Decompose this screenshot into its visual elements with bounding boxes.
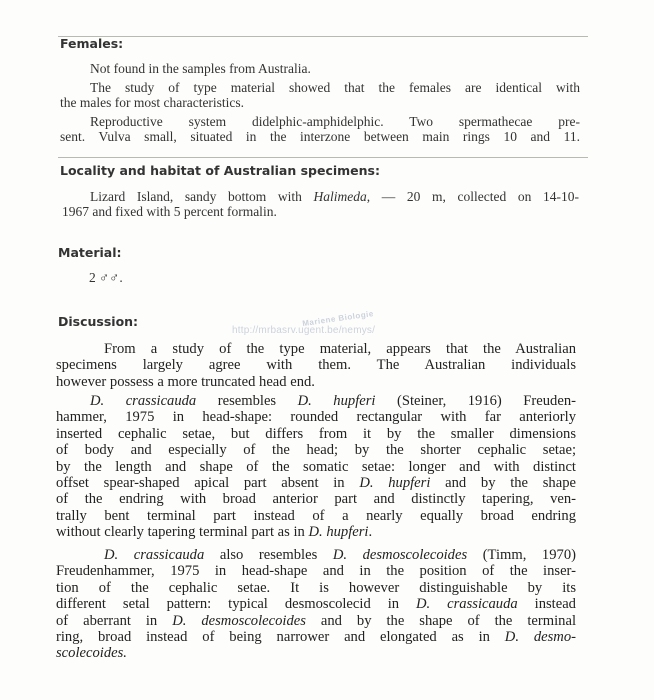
females-paragraph-1 xyxy=(62,62,582,77)
females-paragraph-2 xyxy=(60,81,580,110)
text-line: different setal pattern: typical desmoscolecid in D. crassicauda instead xyxy=(56,596,576,613)
text-line: however possess a more truncated head end. xyxy=(56,373,315,390)
text-line: inserted cephalic setae, but differs from it by the smaller dimensions xyxy=(56,425,576,442)
locality-paragraph xyxy=(62,190,579,219)
text-line: Freudenhammer, 1975 in head-shape and in the position of the inser- xyxy=(56,563,576,580)
text-line: without clearly tapering terminal part as in D. hupferi. xyxy=(56,524,373,541)
watermark-arc-text: Mariene Biologie xyxy=(301,309,375,329)
discussion-heading: Discussion: xyxy=(58,314,139,329)
section-rule xyxy=(58,157,588,158)
text-line: Lizard Island, sandy bottom with Halimeda, — 20 m, collected on 14-10- xyxy=(90,189,579,204)
material-heading: Material: xyxy=(58,245,122,260)
text-line: of aberrant in D. desmoscolecoides and by the shape of the terminal xyxy=(56,612,576,629)
text-line: D. crassicauda also resembles D. desmoscolecoides (Timm, 1970) xyxy=(104,547,576,563)
text-line: sent. Vulva small, situated in the interzone between main rings 10 and 11. xyxy=(60,128,580,144)
watermark-url: http://mrbasrv.ugent.be/nemys/ xyxy=(232,325,376,336)
text-line: Not found in the samples from Australia. xyxy=(90,61,311,76)
text-line: hammer, 1975 in head-shape: rounded rectangular with far anteriorly xyxy=(56,409,576,426)
text-line: of body and especially of the head; by the shorter cephalic setae; xyxy=(56,442,576,459)
females-paragraph-3 xyxy=(60,115,580,144)
discussion-paragraph-3 xyxy=(56,547,576,662)
text-line: scolecoides. xyxy=(56,645,127,662)
text-line: ring, broad instead of being narrower and elongated as in D. desmo- xyxy=(56,629,576,646)
section-rule xyxy=(58,36,588,37)
text-line: by the length and shape of the somatic setae: longer and with distinct xyxy=(56,458,576,475)
text-line: Reproductive system didelphic-amphidelphic. Two spermathecae pre- xyxy=(90,114,580,129)
discussion-paragraph-2 xyxy=(56,393,576,541)
text-line: From a study of the type material, appears that the Australian xyxy=(104,341,576,357)
watermark xyxy=(232,309,376,336)
text-line: tion of the cephalic setae. It is however distinguishable by its xyxy=(56,579,576,596)
text-line: trally bent terminal part instead of a nearly equally broad endring xyxy=(56,507,576,524)
discussion-paragraph-1 xyxy=(56,341,576,390)
text-line: the males for most characteristics. xyxy=(60,94,245,110)
text-line: D. crassicauda resembles D. hupferi (Steiner, 1916) Freuden- xyxy=(90,393,576,409)
locality-heading: Locality and habitat of Australian specimens: xyxy=(60,163,381,178)
females-heading: Females: xyxy=(60,36,124,51)
text-line: The study of type material showed that the females are identical with xyxy=(90,80,580,95)
text-line: specimens largely agree with them. The Australian individuals xyxy=(56,357,576,374)
text-line: 1967 and fixed with 5 percent formalin. xyxy=(62,203,277,219)
material-text: 2 ♂♂. xyxy=(89,270,123,285)
text-line: offset spear-shaped apical part absent in D. hupferi and by the shape xyxy=(56,475,576,492)
text-line: of the endring with broad anterior part and distinctly tapering, ven- xyxy=(56,491,576,508)
